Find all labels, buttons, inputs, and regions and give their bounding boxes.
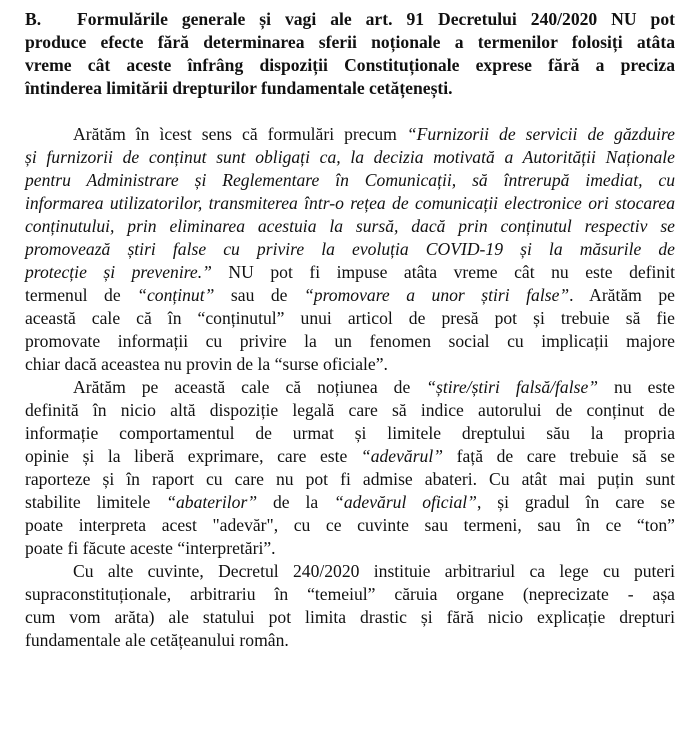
spacer <box>25 100 675 123</box>
paragraph-2 <box>25 376 675 560</box>
p3-line-3: cum vom arăta) ale statului pot limita drastic și fără nicio explicație drepturi <box>25 607 675 627</box>
heading-line-4: întinderea limitării drepturilor fundamentale cetățenești. <box>25 78 453 98</box>
p1-line-11: chiar dacă aceastea nu provin de la “surse oficiale”. <box>25 354 388 374</box>
p1-line-6: promovează știri false cu privire la evoluția COVID-19 și la măsurile de <box>25 239 675 259</box>
p1-line-8: termenul de “conținut” sau de “promovare a unor știri false”. Arătăm pe <box>25 285 675 305</box>
p2-line-7: poate interpreta acest "adevăr", cu ce cuvinte sau termeni, sau în ce “ton” <box>25 515 675 535</box>
p2-line-6: stabilite limitele “abaterilor” de la “adevărul oficial”, și gradul în care se <box>25 492 676 512</box>
p1-line-7: protecție și prevenire.” NU pot fi impuse atâta vreme cât nu este definit <box>25 262 675 282</box>
document-page <box>25 8 675 652</box>
p2-line-5: raporteze și în raport cu care nu pot fi admise abateri. Cu atât mai puțin sunt <box>25 469 675 489</box>
section-marker: B. <box>25 9 42 29</box>
p2-line-3: informație comportamentul de urmat și limitele dreptului său la propria <box>25 423 675 443</box>
paragraph-1 <box>25 123 675 376</box>
paragraph-3 <box>25 560 675 652</box>
heading-line-1: B. Formulările generale și vagi ale art. 91 Decretului 240/2020 NU pot <box>25 9 675 29</box>
p1-line-5: conținutului, prin eliminarea acestuia la sursă, dacă prin conținutul respectiv se <box>25 216 675 236</box>
p1-line-4: informarea utilizatorilor, transmiterea într-o rețea de comunicații electronice ori stocarea <box>25 193 675 213</box>
p1-line-10: promovate informații cu privire la un fenomen social cu implicații majore <box>25 331 675 351</box>
p3-line-1: Cu alte cuvinte, Decretul 240/2020 instituie arbitrariul ca lege cu puteri <box>73 561 675 581</box>
heading-line-3: vreme cât aceste înfrâng dispoziții Constituționale exprese fără a preciza <box>25 55 675 75</box>
p2-line-8: poate fi făcute aceste “interpretări”. <box>25 538 276 558</box>
section-heading <box>25 8 675 100</box>
heading-line-2: produce efecte fără determinarea sferii noționale a termenilor folosiți atâta <box>25 32 675 52</box>
p1-line-3: pentru Administrare și Reglementare în Comunicații, să întrerupă imediat, cu <box>25 170 675 190</box>
p2-line-4: opinie și la liberă exprimare, care este “adevărul” față de care trebuie să se <box>25 446 675 466</box>
p3-line-2: supraconstituționale, arbitrariu în “temeiul” căruia organe (neprecizate - așa <box>25 584 675 604</box>
p1-line-2: și furnizorii de conținut sunt obligați ca, la decizia motivată a Autorității Naționale <box>25 147 675 167</box>
p2-line-1: Arătăm pe această cale că noțiunea de “știre/știri falsă/false” nu este <box>73 377 675 397</box>
p2-line-2: definită în nicio altă dispoziție legală care să indice autorului de conținut de <box>25 400 675 420</box>
p3-line-4: fundamentale ale cetățeanului român. <box>25 630 289 650</box>
p1-line-1: Arătăm în ìcest sens că formulări precum “Furnizorii de servicii de găzduire <box>73 124 675 144</box>
p1-line-9: această cale că în “conținutul” unui articol de presă pot și trebuie să fie <box>25 308 675 328</box>
